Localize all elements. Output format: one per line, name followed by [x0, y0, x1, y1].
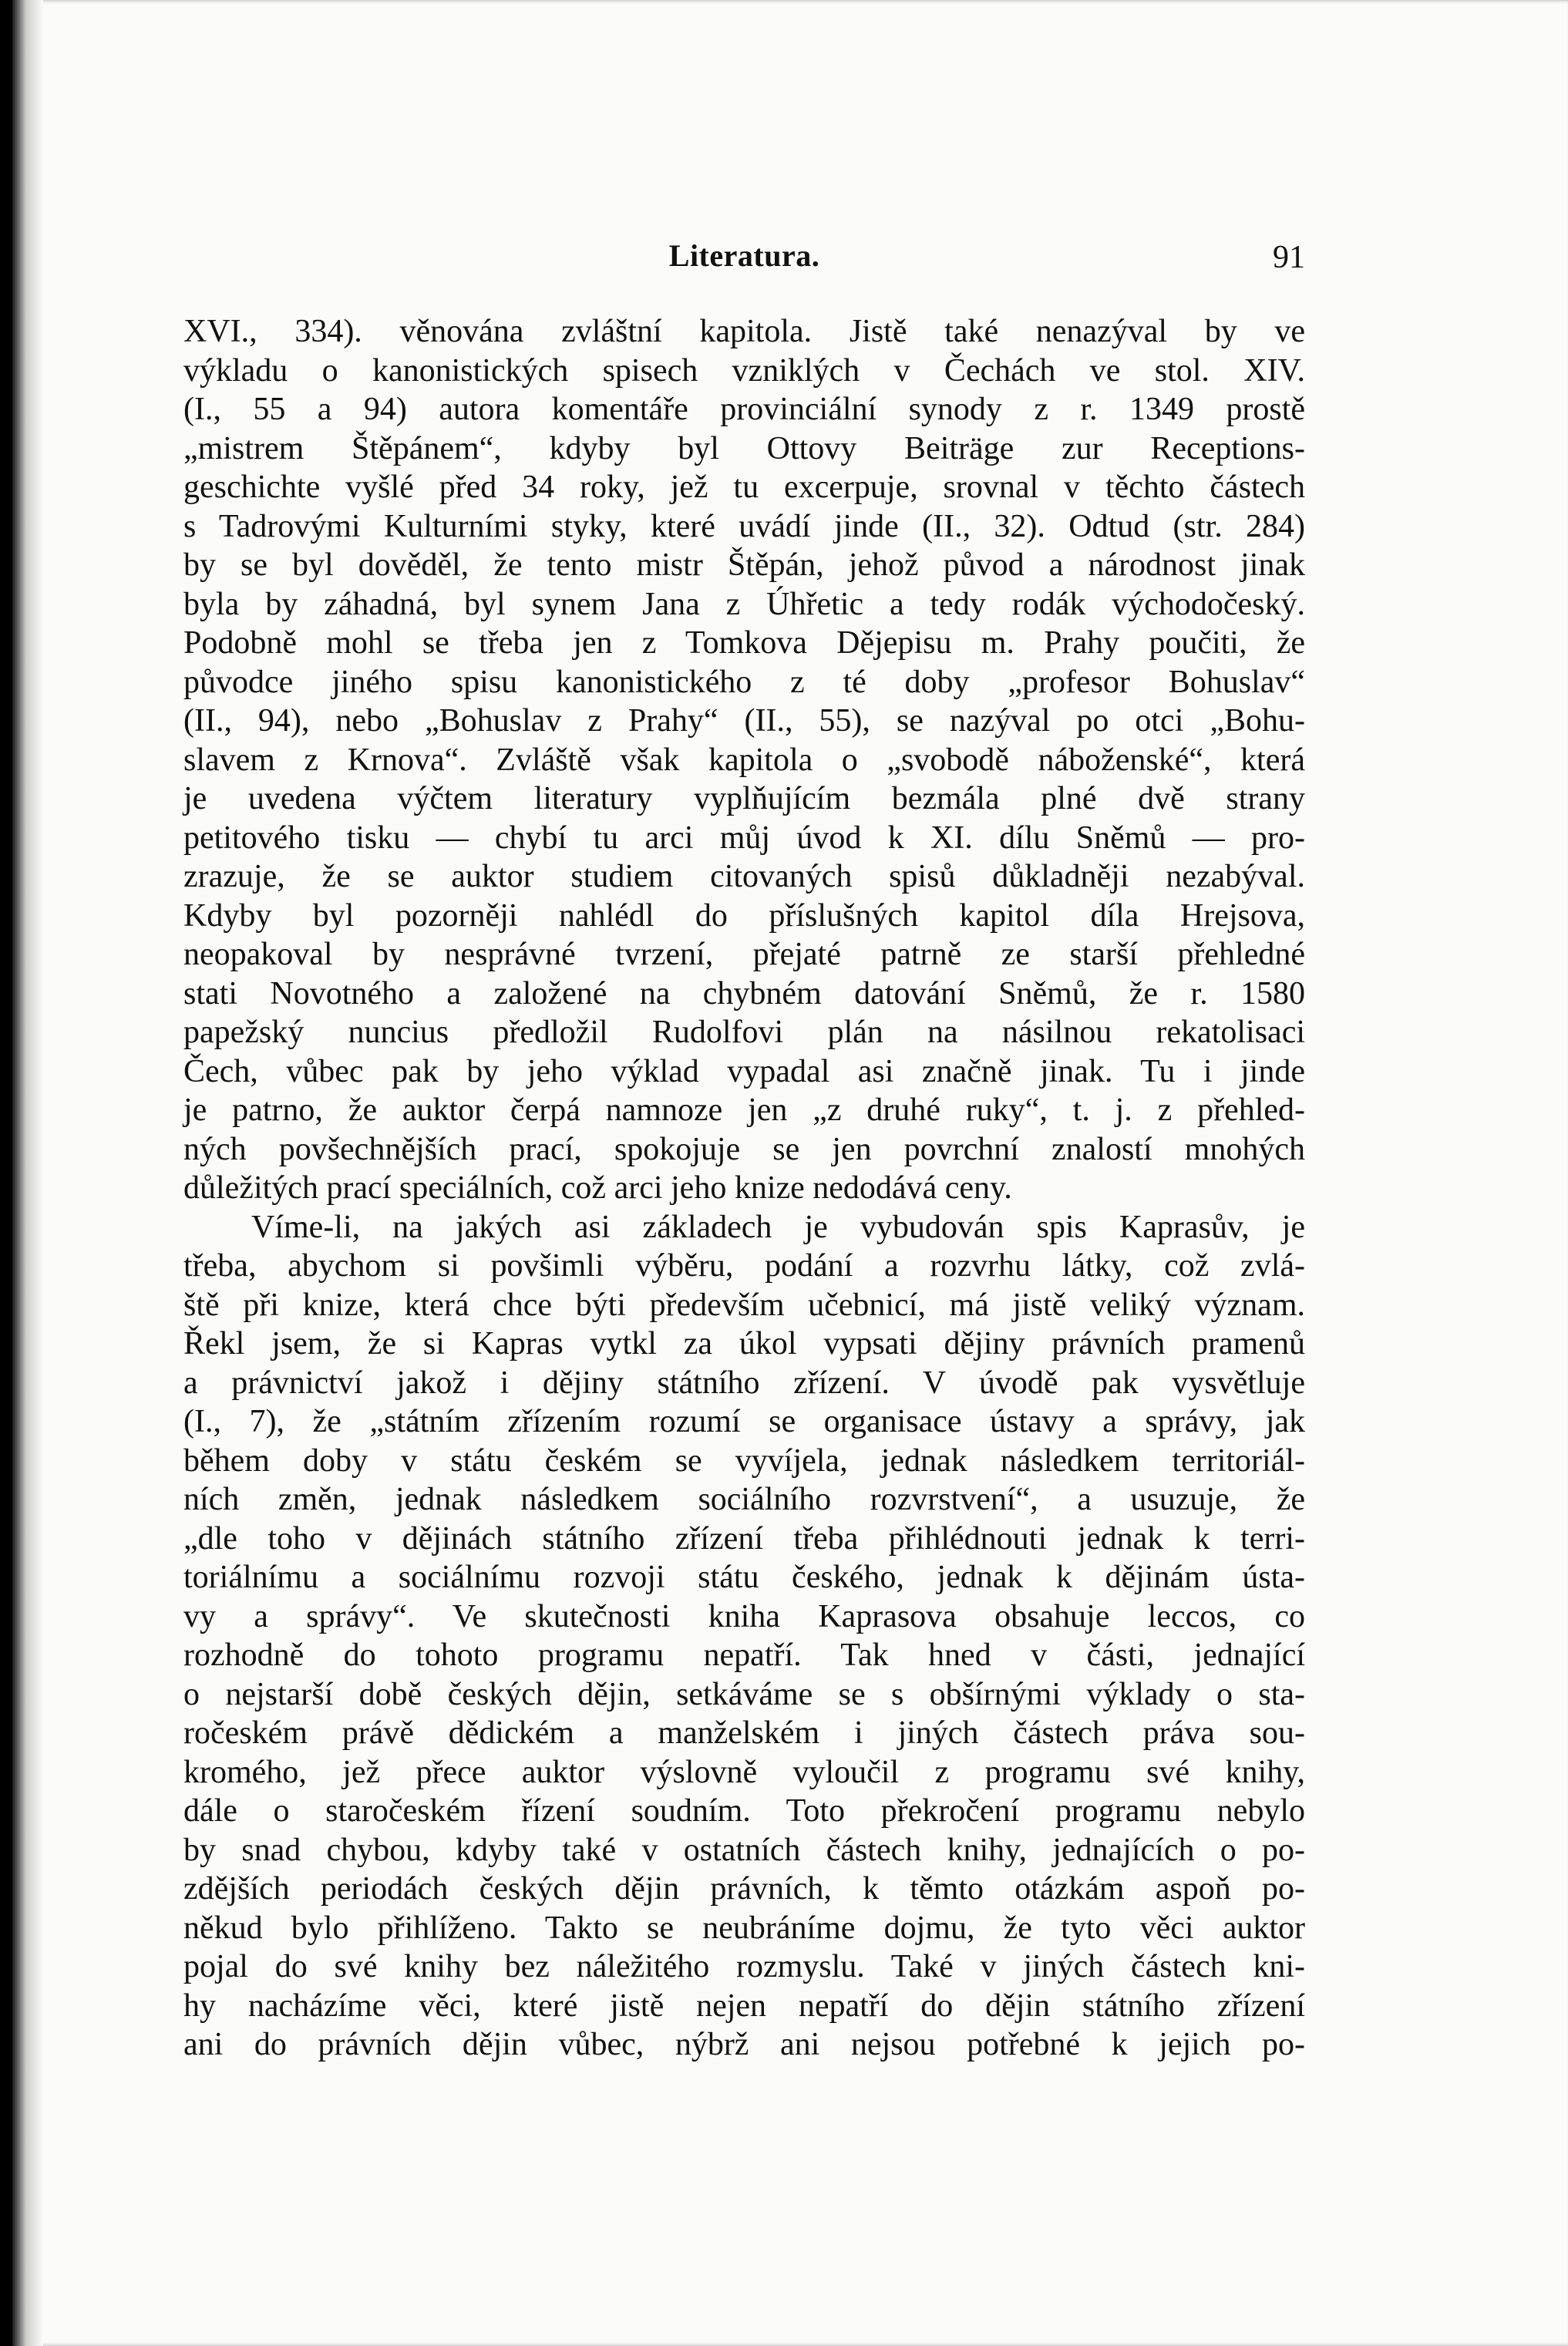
text-line: toriálnímu a sociálnímu rozvoji státu českého, jednak k dějinám ústa- — [183, 1560, 1305, 1595]
page-header — [183, 237, 1305, 284]
text-line: během doby v státu českém se vyvíjela, jednak následkem territoriál- — [183, 1442, 1305, 1479]
text-line: „dle toho v dějinách státního zřízení třeba přihlédnouti jednak k terri- — [183, 1520, 1305, 1557]
text-line: dále o staročeském řízení soudním. Toto překročení programu nebylo — [183, 1793, 1305, 1829]
text-line: ště při knize, která chce býti především učebnicí, má jistě veliký význam. — [183, 1287, 1305, 1323]
text-line: byla by záhadná, byl synem Jana z Úhřetic a tedy rodák východočeský. — [183, 586, 1305, 622]
text-line: Čech, vůbec pak by jeho výklad vypadal asi značně jinak. Tu i jinde — [183, 1053, 1305, 1089]
text-line: Řekl jsem, že si Kapras vytkl za úkol vypsati dějiny právních pramenů — [183, 1326, 1305, 1361]
text-line: výkladu o kanonistických spisech vzniklých v Čechách ve stol. XIV. — [183, 352, 1305, 389]
text-line: Kdyby byl pozorněji nahlédl do příslušných kapitol díla Hrejsova, — [183, 897, 1305, 934]
text-line: a právnictví jakož i dějiny státního zřízení. V úvodě pak vysvětluje — [183, 1365, 1305, 1401]
text-line: s Tadrovými Kulturními styky, které uvádí jinde (II., 32). Odtud (str. 284) — [183, 508, 1305, 544]
text-line: rozhodně do tohoto programu nepatří. Tak hned v části, jednající — [183, 1637, 1305, 1673]
text-line: vy a správy“. Ve skutečnosti kniha Kaprasova obsahuje leccos, co — [183, 1598, 1305, 1634]
text-line: papežský nuncius předložil Rudolfovi plán na násilnou rekatolisaci — [183, 1015, 1305, 1050]
text-line: by se byl dověděl, že tento mistr Štěpán, jehož původ a národnost jinak — [183, 547, 1305, 583]
text-line: o nejstarší době českých dějin, setkáváme se s obšírnými výklady o sta- — [183, 1676, 1305, 1712]
text-line: zrazuje, že se auktor studiem citovaných spisů důkladněji nezabýval. — [183, 859, 1305, 894]
text-line: ných povšechnějších prací, spokojuje se jen povrchní znalostí mnohých — [183, 1131, 1305, 1167]
page-number: 91 — [1273, 240, 1305, 275]
text-line: (I., 7), že „státním zřízením rozumí se organisace ústavy a správy, jak — [183, 1404, 1305, 1439]
text-line: zdějších periodách českých dějin právních, k těmto otázkám aspoň po- — [183, 1871, 1305, 1907]
text-line: hy nacházíme věci, které jistě nejen nepatří do dějin státního zřízení — [183, 1988, 1305, 2024]
text-line: (I., 55 a 94) autora komentáře provinciální synody z r. 1349 prostě — [183, 392, 1305, 427]
text-line: neopakoval by nesprávné tvrzení, přejaté patrně ze starší přehledné — [183, 937, 1305, 972]
text-line: slavem z Krnova“. Zvláště však kapitola o „svobodě náboženské“, která — [183, 742, 1305, 778]
text-line: XVI., 334). věnována zvláštní kapitola. Jistě také nenazýval by ve — [183, 314, 1305, 349]
text-line: ani do právních dějin vůbec, nýbrž ani nejsou potřebné k jejich po- — [183, 2027, 1305, 2062]
text-line: ročeském právě dědickém a manželském i jiných částech práva sou- — [183, 1715, 1305, 1751]
text-line: „mistrem Štěpánem“, kdyby byl Ottovy Beiträge zur Receptions- — [183, 430, 1305, 466]
text-line: geschichte vyšlé před 34 roky, jež tu excerpuje, srovnal v těchto částech — [183, 470, 1305, 505]
text-line: petitového tisku — chybí tu arci můj úvod k XI. dílu Sněmů — pro- — [183, 820, 1305, 856]
text-line: důležitých prací speciálních, což arci jeho knize nedodává ceny. — [183, 1170, 1012, 1206]
running-title: Literatura. — [668, 238, 820, 273]
text-line: kromého, jež přece auktor výslovně vyloučil z programu své knihy, — [183, 1754, 1305, 1790]
text-line: pojal do své knihy bez náležitého rozmyslu. Také v jiných částech kni- — [183, 1949, 1305, 1984]
body-text — [183, 312, 1305, 2065]
text-line: (II., 94), nebo „Bohuslav z Prahy“ (II., 55), se nazýval po otci „Bohu- — [183, 703, 1305, 739]
text-line: ních změn, jednak následkem sociálního rozvrstvení“, a usuzuje, že — [183, 1482, 1305, 1517]
page-binding-edge — [12, 0, 43, 2346]
text-line: Podobně mohl se třeba jen z Tomkova Dějepisu m. Prahy poučiti, že — [183, 625, 1305, 661]
text-line: Víme-li, na jakých asi základech je vybudován spis Kaprasův, je — [251, 1209, 1305, 1245]
text-line: třeba, abychom si povšimli výběru, podání a rozvrhu látky, což zvlá- — [183, 1248, 1305, 1284]
text-line: stati Novotného a založené na chybném datování Sněmů, že r. 1580 — [183, 975, 1305, 1011]
text-line: je patrno, že auktor čerpá namnoze jen „z druhé ruky“, t. j. z přehled- — [183, 1092, 1305, 1128]
text-line: by snad chybou, kdyby také v ostatních částech knihy, jednajících o po- — [183, 1832, 1305, 1868]
text-line: někud bylo přihlíženo. Takto se neubráníme dojmu, že tyto věci auktor — [183, 1910, 1305, 1946]
text-line: původce jiného spisu kanonistického z té doby „profesor Bohuslav“ — [183, 664, 1305, 700]
text-line: je uvedena výčtem literatury vyplňujícím bezmála plné dvě strany — [183, 781, 1305, 816]
